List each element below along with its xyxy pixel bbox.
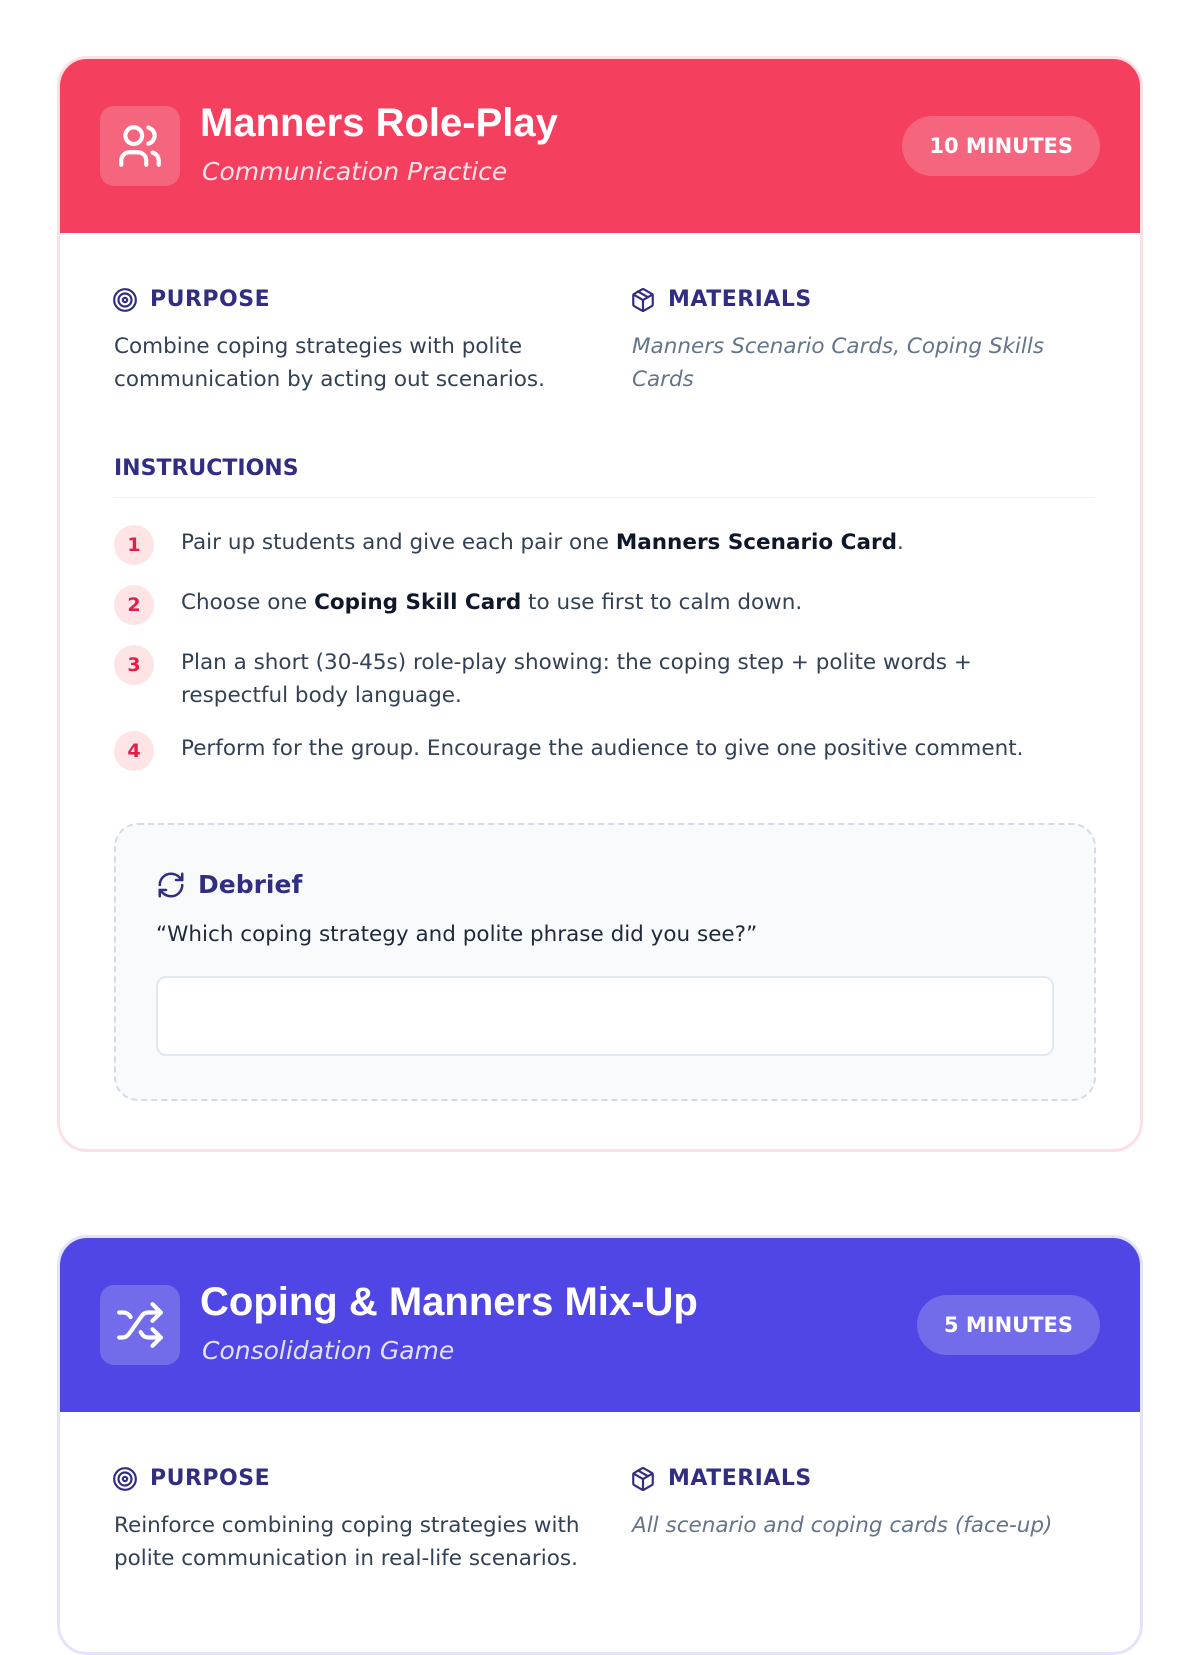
target-icon [112, 287, 138, 313]
purpose-label: PURPOSE [150, 1466, 271, 1491]
duration-badge: 5 MINUTES [917, 1295, 1100, 1355]
purpose-heading [112, 286, 270, 314]
debrief-answer-input[interactable] [156, 976, 1054, 1056]
purpose-heading [112, 1465, 270, 1493]
step-number: 2 [114, 585, 154, 625]
target-icon [112, 1466, 138, 1492]
materials-text: All scenario and coping cards (face-up) [632, 1513, 1053, 1538]
activity-icon-box [100, 1285, 180, 1365]
duration-badge: 10 MINUTES [902, 116, 1100, 176]
activity-card-coping-manners-mix-up [57, 1235, 1143, 1655]
step-number: 1 [114, 525, 154, 565]
activity-title: Manners Role-Play [200, 101, 558, 145]
package-icon [630, 1466, 656, 1492]
package-icon [630, 287, 656, 313]
step-emphasis: Manners Scenario Card [615, 530, 897, 555]
purpose-text: Reinforce combining coping strategies with polite communication in real-life scenarios. [114, 1513, 580, 1571]
step-text: Pair up students and give each pair one Manners Scenario Card. [181, 530, 904, 555]
materials-heading [630, 286, 812, 314]
step-text: Plan a short (30-45s) role-play showing: the coping step + polite words + respectful body language. [181, 650, 972, 708]
debrief-label: Debrief [198, 870, 303, 899]
debrief-box [114, 823, 1096, 1101]
step-text: Perform for the group. Encourage the audience to give one positive comment. [181, 736, 1024, 761]
materials-text: Manners Scenario Cards, Coping Skills Cards [632, 334, 1045, 392]
activity-icon-box [100, 106, 180, 186]
activity-subtitle: Consolidation Game [202, 1336, 455, 1365]
purpose-label: PURPOSE [150, 287, 271, 312]
purpose-text: Combine coping strategies with polite communication by acting out scenarios. [114, 334, 545, 392]
step-emphasis: Coping Skill Card [314, 590, 522, 615]
card-header [60, 59, 1140, 233]
activity-title: Coping & Manners Mix-Up [200, 1280, 698, 1324]
debrief-heading [156, 869, 302, 901]
step-text: Choose one Coping Skill Card to use first to calm down. [181, 590, 803, 615]
instructions-heading: INSTRUCTIONS [114, 455, 1094, 498]
materials-heading [630, 1465, 812, 1493]
card-header [60, 1238, 1140, 1412]
step-number: 3 [114, 645, 154, 685]
refresh-icon [156, 870, 186, 900]
materials-label: MATERIALS [668, 287, 812, 312]
materials-label: MATERIALS [668, 1466, 812, 1491]
activity-card-manners-role-play [57, 56, 1143, 1152]
debrief-question: “Which coping strategy and polite phrase did you see?” [156, 922, 758, 947]
users-icon [115, 121, 165, 171]
activity-subtitle: Communication Practice [202, 157, 508, 186]
step-number: 4 [114, 731, 154, 771]
shuffle-icon [115, 1300, 165, 1350]
